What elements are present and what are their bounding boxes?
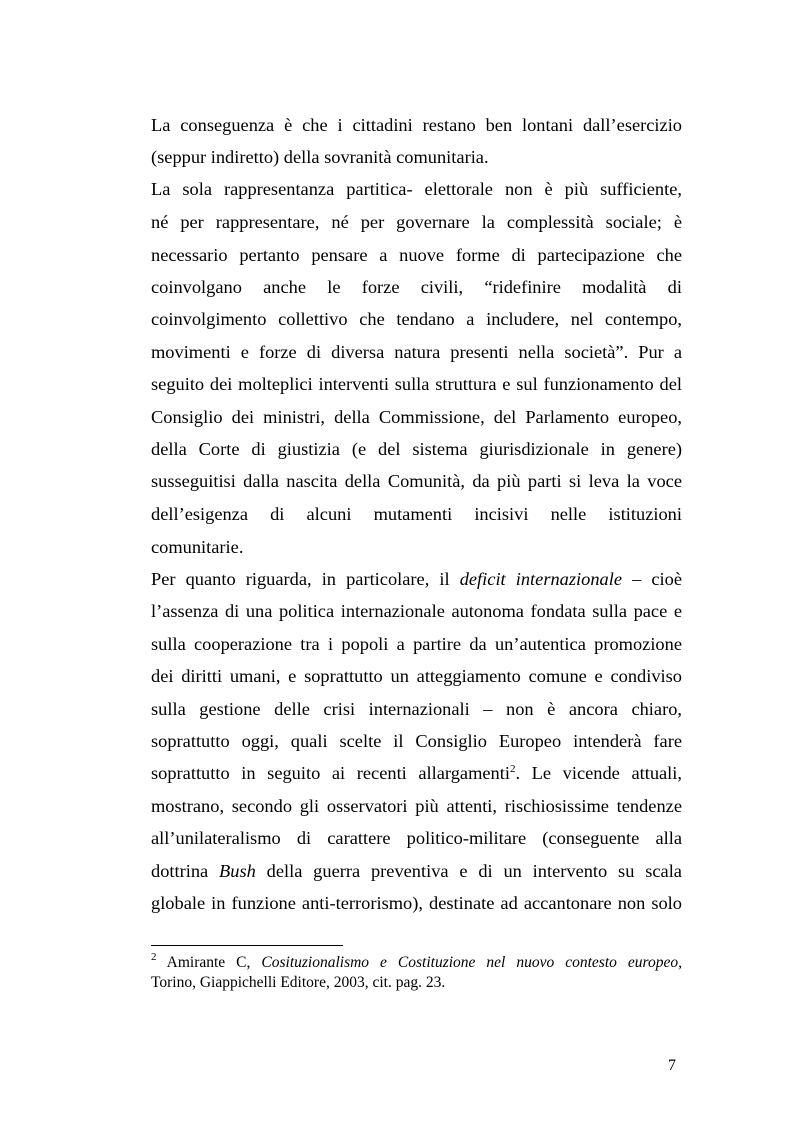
footnote-separator xyxy=(151,945,343,946)
body-line: seguito dei molteplici interventi sulla struttura e sul funzionamento del xyxy=(151,374,682,394)
text-run: dottrina xyxy=(151,861,220,881)
text-run: soprattutto in seguito ai recenti allargamenti xyxy=(151,763,510,783)
body-line xyxy=(151,859,682,883)
body-line: mostrano, secondo gli osservatori più attenti, rischiosissime tendenze xyxy=(151,796,682,816)
footnote-marker: 2 xyxy=(151,951,157,963)
body-line: La sola rappresentanza partitica- elettorale non è più sufficiente, xyxy=(151,179,682,199)
footnote-author: Amirante C, xyxy=(156,954,262,971)
text-run: . Le vicende attuali, xyxy=(515,763,682,783)
body-line: globale in funzione anti-terrorismo), destinate ad accantonare non solo xyxy=(151,893,682,913)
body-line: comunitarie. xyxy=(151,537,244,557)
italic-term: deficit internazionale xyxy=(459,569,622,589)
body-line: soprattutto oggi, quali scelte il Consiglio Europeo intenderà fare xyxy=(151,731,682,751)
body-line: La conseguenza è che i cittadini restano ben lontani dall’esercizio xyxy=(151,115,682,135)
footnote-reference[interactable]: 2 xyxy=(509,763,516,775)
page-number: 7 xyxy=(668,1057,676,1074)
body-line: sulla cooperazione tra i popoli a partire da un’autentica promozione xyxy=(151,634,682,654)
body-line xyxy=(151,567,682,591)
body-line: susseguitisi dalla nascita della Comunità, da più parti si leva la voce xyxy=(151,471,682,491)
footnote-line xyxy=(151,953,682,973)
body-line: (seppur indiretto) della sovranità comunitaria. xyxy=(151,147,489,167)
body-line: l’assenza di una politica internazionale autonoma fondata sulla pace e xyxy=(151,601,682,621)
body-line: della Corte di giustizia (e del sistema giurisdizionale in genere) xyxy=(151,439,682,459)
body-line: necessario pertanto pensare a nuove forme di partecipazione che xyxy=(151,245,682,265)
body-line xyxy=(151,761,682,785)
text-run: Per quanto riguarda, in particolare, il xyxy=(151,569,460,589)
body-line: dell’esigenza di alcuni mutamenti incisivi nelle istituzioni xyxy=(151,504,682,524)
text-run: – cioè xyxy=(622,569,682,589)
body-line: Consiglio dei ministri, della Commissione, del Parlamento europeo, xyxy=(151,407,682,427)
text-run: della guerra preventiva e di un intervento su scala xyxy=(255,861,682,881)
body-line: coinvolgimento collettivo che tendano a includere, nel contempo, xyxy=(151,309,682,329)
body-line: movimenti e forze di diversa natura presenti nella società”. Pur a xyxy=(151,342,682,362)
italic-term: Bush xyxy=(219,861,256,881)
footnote-line: Torino, Giappichelli Editore, 2003, cit. pag. 23. xyxy=(151,974,446,991)
body-line: all’unilateralismo di carattere politico-militare (conseguente alla xyxy=(151,828,682,848)
body-line: né per rappresentare, né per governare la complessità sociale; è xyxy=(151,212,682,232)
body-line: sulla gestione delle crisi internazionali – non è ancora chiaro, xyxy=(151,699,682,719)
body-line: dei diritti umani, e soprattutto un atteggiamento comune e condiviso xyxy=(151,666,682,686)
footnote-title: Cosituzionalismo e Costituzione nel nuovo contesto europeo, xyxy=(261,954,682,971)
body-line: coinvolgano anche le forze civili, “ridefinire modalità di xyxy=(151,277,682,297)
